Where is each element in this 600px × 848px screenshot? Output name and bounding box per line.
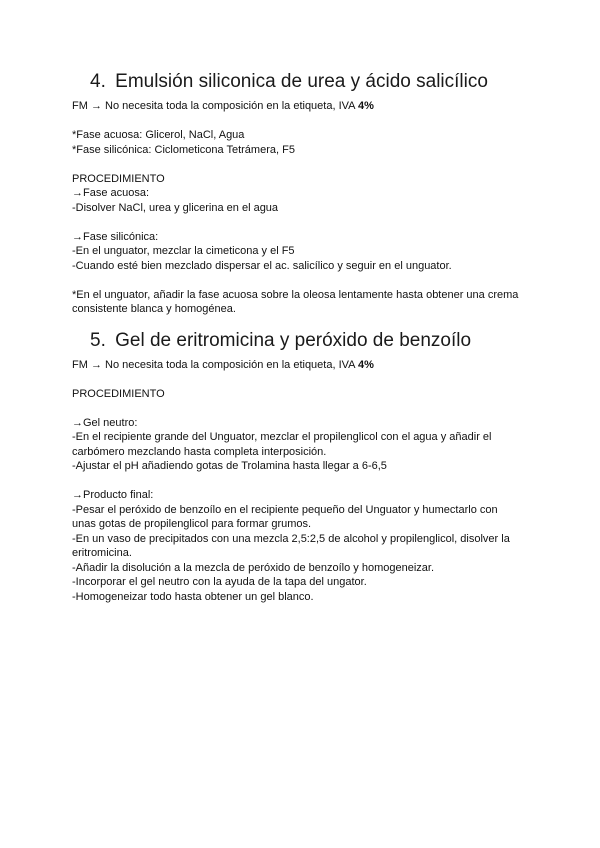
section-5-number: 5. [90, 329, 106, 351]
acuosa-step-1: -Disolver NaCl, urea y glicerina en el agua [72, 201, 279, 214]
final-step-4: -Incorporar el gel neutro con la ayuda de la tapa del ungator. [72, 576, 367, 588]
gel-step-2: -Ajustar el pH añadiendo gotas de Trolamina hasta llegar a 6-6,5 [72, 460, 387, 472]
final-step-2b: eritromicina. [72, 547, 132, 559]
final-step-1b: unas gotas de propilenglicol para formar grumos. [72, 518, 312, 530]
producto-final-header: →Producto final: [72, 489, 154, 501]
section-4-fm-line [72, 99, 528, 114]
section-5-fm-iva: 4% [357, 358, 374, 371]
section-5-heading [72, 329, 528, 353]
section-5-fm-line [72, 358, 528, 373]
final-step-1a: -Pesar el peróxido de benzoílo en el recipiente pequeño del Unguator y humectarlo con [72, 503, 498, 516]
section-4-title: Emulsión siliconica de urea y ácido salicílico [115, 71, 488, 92]
gel-step-1b: carbómero mezclando hasta completa interposición. [72, 445, 327, 458]
section-4-heading [72, 70, 528, 94]
section-4-fm-text: FM → No necesita toda la composición en la etiqueta, IVA [72, 100, 358, 112]
acuosa-header: →Fase acuosa: [72, 187, 150, 199]
section-5-fm-text: FM → No necesita toda la composición en la etiqueta, IVA [72, 358, 358, 371]
silicona-step-1: -En el unguator, mezclar la cimeticona y el F5 [72, 245, 295, 257]
section-4-procedimiento: PROCEDIMIENTO [72, 172, 165, 185]
gel-neutro-header: →Gel neutro: [72, 416, 138, 429]
silicona-step-2: -Cuando esté bien mezclado dispersar el ac. salicílico y seguir en el unguator. [72, 259, 452, 272]
fase-silicona-composition: *Fase silicónica: Ciclometicona Tetrámera, F5 [72, 143, 295, 156]
final-step-5: -Homogeneizar todo hasta obtener un gel blanco. [72, 590, 314, 603]
silicona-header: →Fase silicónica: [72, 230, 159, 243]
final-step-2a: -En un vaso de precipitados con una mezcla 2,5:2,5 de alcohol y propilenglicol, disolver la [72, 532, 510, 545]
gel-step-1a: -En el recipiente grande del Unguator, mezclar el propilenglicol con el agua y añadir el [72, 431, 492, 443]
section-4-fm-iva: 4% [357, 100, 374, 112]
final-step-3: -Añadir la disolución a la mezcla de peróxido de benzoílo y homogeneizar. [72, 561, 434, 574]
section-5-procedimiento: PROCEDIMIENTO [72, 387, 165, 400]
section-4-number: 4. [90, 71, 106, 92]
fase-acuosa-composition: *Fase acuosa: Glicerol, NaCl, Agua [72, 129, 245, 141]
section-4-final-line-1: *En el unguator, añadir la fase acuosa sobre la oleosa lentamente hasta obtener una crema [72, 288, 519, 301]
section-4-final-line-2: consistente blanca y homogénea. [72, 303, 236, 315]
section-5-title: Gel de eritromicina y peróxido de benzoílo [115, 329, 472, 351]
